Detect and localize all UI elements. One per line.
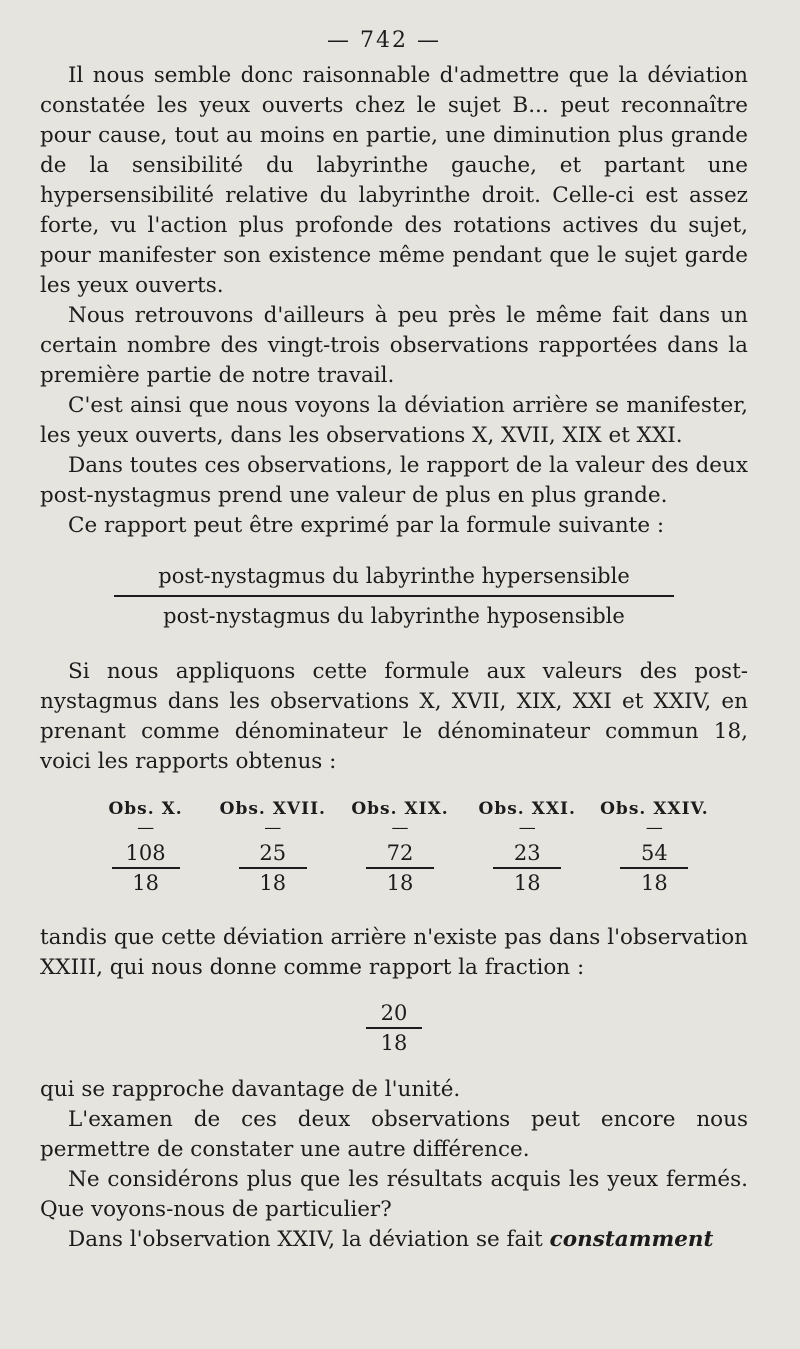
xxiii-ratio [40, 1001, 748, 1055]
ratio-fraction [493, 841, 561, 895]
paragraph-4: Dans toutes ces observations, le rapport de la valeur des deux post-nystagmus prend une valeur de plus en plus grande. [40, 453, 748, 508]
ratio-numerator: 54 [620, 841, 688, 869]
xxiii-denominator: 18 [380, 1031, 408, 1055]
ratio-obs-xvii [209, 799, 336, 895]
paragraph-1: Il nous semble donc raisonnable d'admettre que la déviation constatée les yeux ouverts chez le sujet B... peut reconnaître pour cause, tout au moins en partie, une diminution plus grande de la sensibilité du labyrinthe gauche, et partant une hypersensibilité relative du labyrinthe droit. Celle-ci est assez forte, vu l'action plus profonde des rotations actives du sujet, pour manifester son existence même pendant que le sujet garde les yeux ouverts. [40, 63, 748, 298]
paragraph-11-text: Dans l'observation XXIV, la déviation se fait [68, 1227, 550, 1252]
ratio-fraction [620, 841, 688, 895]
xxiii-fraction [366, 1001, 422, 1055]
paragraph-8: qui se rapproche davantage de l'unité. [40, 1077, 461, 1102]
paragraph-3: C'est ainsi que nous voyons la déviation arrière se manifester, les yeux ouverts, dans les observations X, XVII, XIX et XXI. [40, 393, 748, 448]
ratio-dash: — [391, 818, 409, 838]
ratio-label: Obs. XVII. [219, 799, 326, 819]
ratio-obs-xxi [464, 799, 591, 895]
formula-numerator: post-nystagmus du labyrinthe hypersensible [114, 561, 674, 597]
paragraph-10: Ne considérons plus que les résultats acquis les yeux fermés. Que voyons-nous de particulier? [40, 1167, 748, 1222]
ratio-fraction [366, 841, 434, 895]
ratio-numerator: 25 [239, 841, 307, 869]
ratio-label: Obs. XIX. [351, 799, 449, 819]
ratio-fraction [239, 841, 307, 895]
ratio-dash: — [645, 818, 663, 838]
formula-denominator: post-nystagmus du labyrinthe hyposensible [163, 604, 625, 628]
ratio-denominator: 18 [132, 871, 159, 895]
paragraph-6: Si nous appliquons cette formule aux valeurs des post-nystagmus dans les observations X, XVII, XIX, XXI et XXIV, en prenant comme dénominateur le dénominateur commun 18, voici les rapports obtenus : [40, 659, 748, 774]
ratio-denominator: 18 [259, 871, 287, 895]
ratio-label: Obs. XXIV. [600, 799, 709, 819]
paragraph-9: L'examen de ces deux observations peut encore nous permettre de constater une autre différence. [40, 1107, 748, 1162]
ratio-dash: — [518, 818, 536, 838]
ratio-label: Obs. XXI. [478, 799, 576, 819]
ratio-numerator: 23 [493, 841, 561, 869]
paragraph-5: Ce rapport peut être exprimé par la formule suivante : [68, 513, 665, 538]
xxiii-numerator: 20 [366, 1001, 422, 1029]
page-number: — 742 — [327, 28, 441, 53]
ratio-dash: — [264, 818, 282, 838]
paragraph-7: tandis que cette déviation arrière n'existe pas dans l'observation XXIII, qui nous donne comme rapport la fraction : [40, 925, 748, 980]
ratios-row [82, 799, 718, 895]
paragraph-2: Nous retrouvons d'ailleurs à peu près le même fait dans un certain nombre des vingt-trois observations rapportées dans la première partie de notre travail. [40, 303, 748, 388]
ratio-obs-xxiv [591, 799, 718, 895]
ratio-numerator: 108 [112, 841, 180, 869]
ratio-denominator: 18 [386, 871, 414, 895]
paragraph-11-italic: constamment [549, 1227, 714, 1252]
ratio-obs-xix [336, 799, 463, 895]
ratio-obs-x [82, 799, 209, 895]
paragraph-11 [40, 1225, 748, 1255]
ratio-formula [114, 561, 674, 631]
ratio-denominator: 18 [641, 871, 668, 895]
ratio-label: Obs. X. [108, 799, 183, 819]
ratio-fraction [112, 841, 180, 895]
ratio-numerator: 72 [366, 841, 434, 869]
ratio-dash: — [137, 818, 155, 838]
ratio-denominator: 18 [513, 871, 541, 895]
